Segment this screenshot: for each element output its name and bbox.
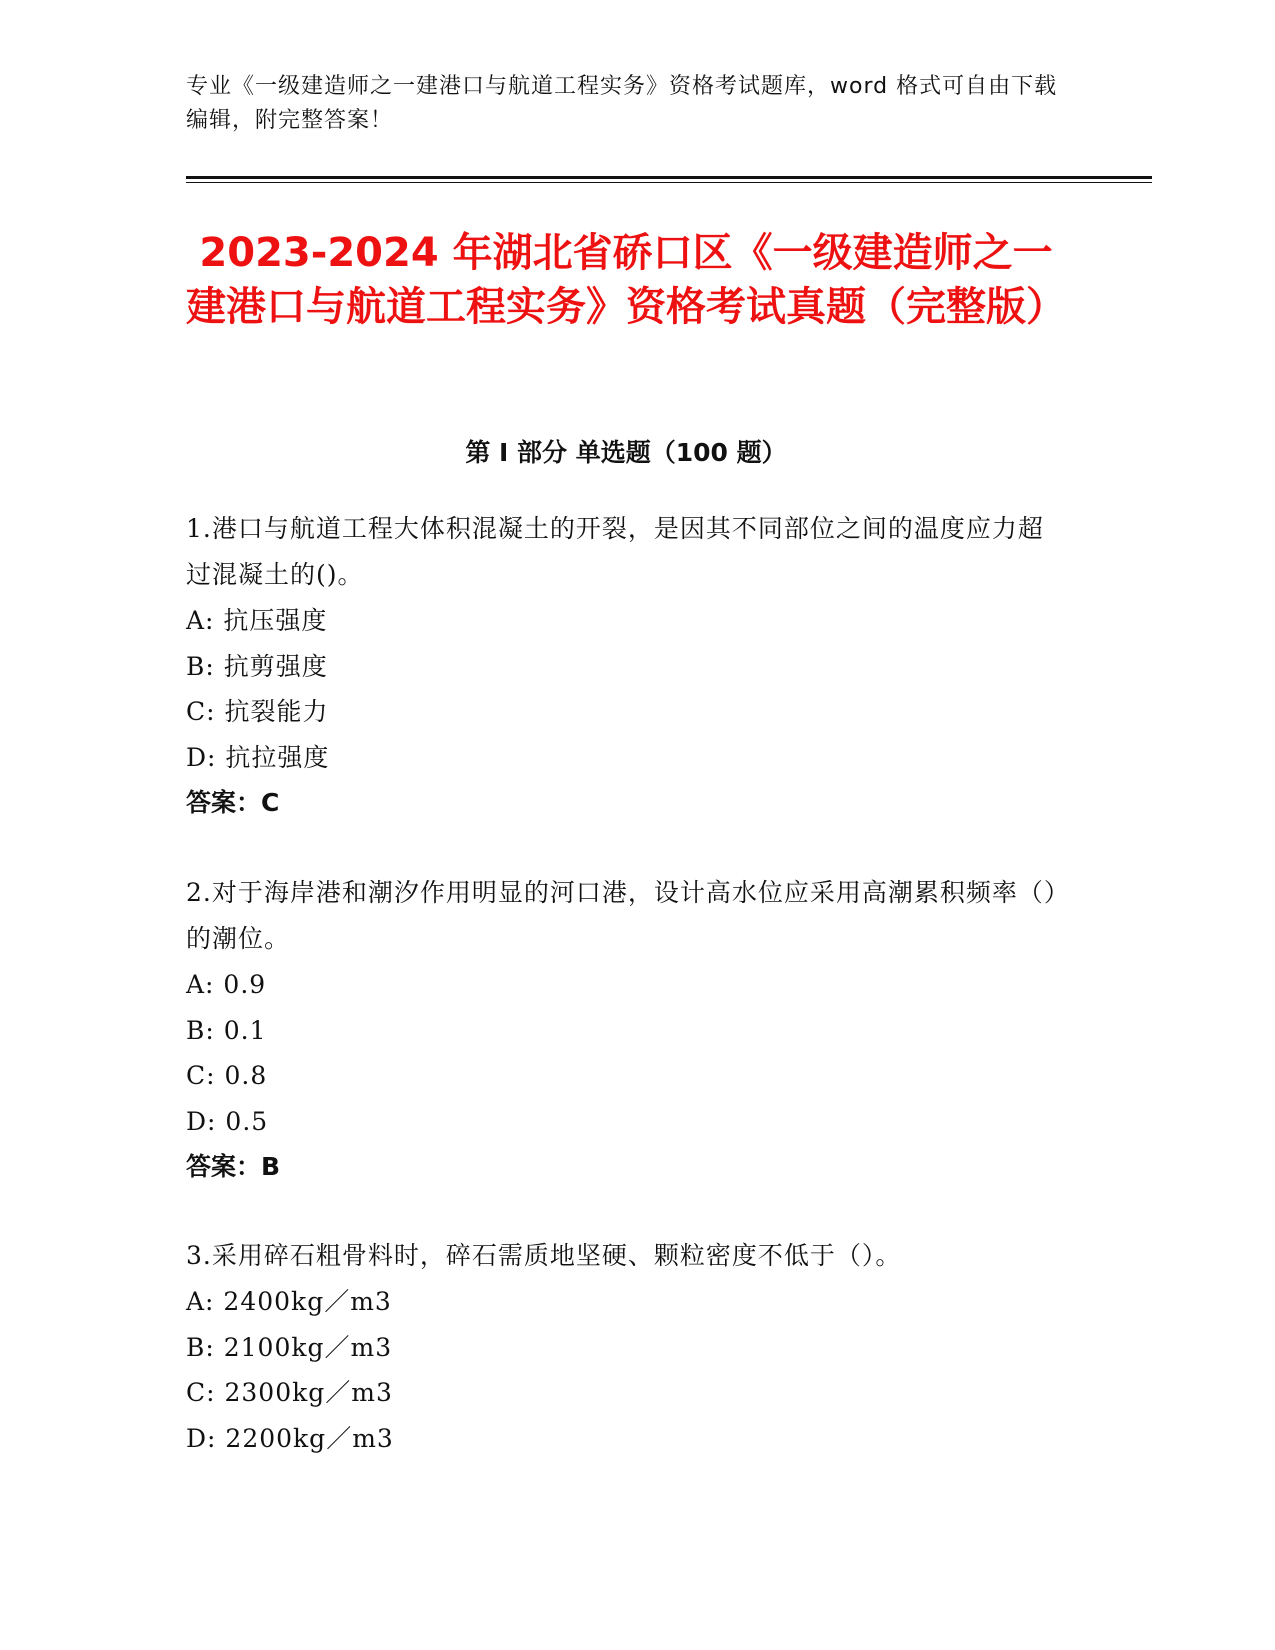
option-d: D: 2200kg／m3 [186, 1423, 394, 1453]
option-c: C: 抗裂能力 [186, 697, 329, 726]
answer-line: 答案：B [186, 1152, 281, 1181]
header-divider-thick [186, 176, 1152, 179]
question-stem: 1.港口与航道工程大体积混凝土的开裂，是因其不同部位之间的温度应力超过混凝土的()。 [186, 514, 1044, 589]
question-3 [186, 1233, 1066, 1461]
question-1 [186, 506, 1066, 826]
option-a: A: 抗压强度 [186, 606, 328, 635]
option-a: A: 0.9 [186, 970, 267, 999]
question-stem: 3.采用碎石粗骨料时，碎石需质地坚硬、颗粒密度不低于（）。 [186, 1241, 902, 1270]
option-d: D: 0.5 [186, 1106, 269, 1136]
option-b: B: 0.1 [186, 1015, 267, 1045]
option-d: D: 抗拉强度 [186, 742, 330, 772]
document-title: 2023-2024 年湖北省硚口区《一级建造师之一建港口与航道工程实务》资格考试真题（完整版） [186, 230, 1066, 330]
option-c: C: 0.8 [186, 1061, 268, 1090]
option-c: C: 2300kg／m3 [186, 1378, 393, 1407]
header-note: 专业《一级建造师之一建港口与航道工程实务》资格考试题库，word 格式可自由下载编辑，附完整答案！ [186, 74, 1058, 133]
option-b: B: 2100kg／m3 [186, 1332, 393, 1362]
header-divider-thin [186, 182, 1152, 183]
option-b: B: 抗剪强度 [186, 651, 328, 681]
question-2 [186, 870, 1066, 1190]
section-heading: 第 I 部分 单选题（100 题） [465, 438, 787, 467]
question-stem: 2.对于海岸港和潮汐作用明显的河口港，设计高水位应采用高潮累积频率（）的潮位。 [186, 878, 1058, 953]
option-a: A: 2400kg／m3 [186, 1287, 392, 1316]
answer-line: 答案：C [186, 788, 280, 817]
